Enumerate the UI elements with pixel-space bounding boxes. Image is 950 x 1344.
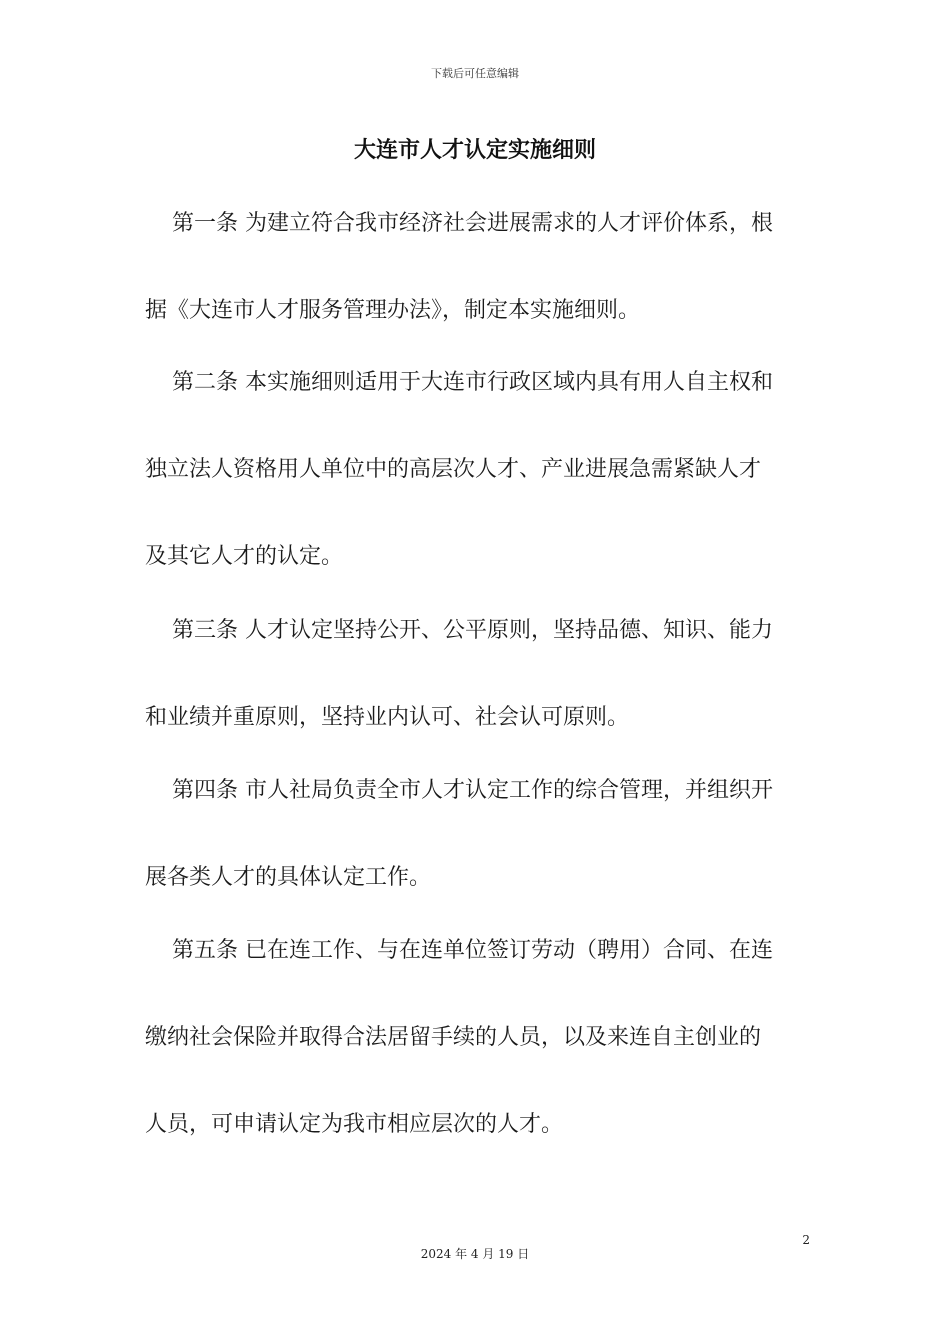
article-4-line-1: 第四条 市人社局负责全市人才认定工作的综合管理，并组织开 (172, 778, 773, 803)
article-5-line-1: 第五条 已在连工作、与在连单位签订劳动（聘用）合同、在连 (172, 938, 773, 963)
article-5-line-2: 缴纳社会保险并取得合法居留手续的人员，以及来连自主创业的 (145, 1025, 762, 1050)
article-3-line-1: 第三条 人才认定坚持公开、公平原则，坚持品德、知识、能力 (172, 618, 773, 643)
article-2-line-2: 独立法人资格用人单位中的高层次人才、产业进展急需紧缺人才 (145, 457, 762, 482)
article-2-line-3: 及其它人才的认定。 (145, 544, 344, 569)
article-4-line-2: 展各类人才的具体认定工作。 (145, 865, 432, 890)
header-note: 下载后可任意编辑 (431, 67, 519, 80)
document-title: 大连市人才认定实施细则 (353, 138, 596, 163)
footer-date: 2024 年 4 月 19 日 (420, 1247, 530, 1261)
article-5-line-3: 人员，可申请认定为我市相应层次的人才。 (145, 1112, 564, 1137)
article-1-line-2: 据《大连市人才服务管理办法》，制定本实施细则。 (145, 298, 641, 323)
article-2-line-1: 第二条 本实施细则适用于大连市行政区域内具有用人自主权和 (172, 370, 773, 395)
page-number: 2 (802, 1233, 810, 1247)
article-3-line-2: 和业绩并重原则，坚持业内认可、社会认可原则。 (145, 705, 630, 730)
article-1-line-1: 第一条 为建立符合我市经济社会进展需求的人才评价体系，根 (172, 211, 773, 236)
